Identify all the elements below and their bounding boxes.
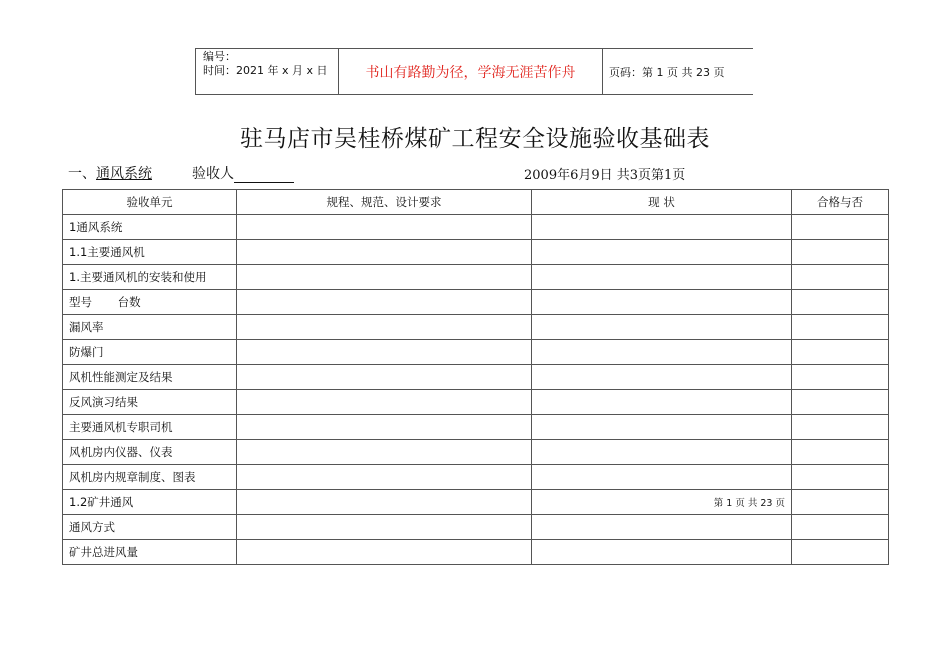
header-meta xyxy=(196,49,339,94)
unit-cell: 漏风率 xyxy=(63,315,237,340)
header-status: 现 状 xyxy=(532,190,792,215)
section-prefix: 一、 xyxy=(68,166,96,182)
requirement-cell[interactable] xyxy=(237,215,532,240)
requirement-cell[interactable] xyxy=(237,415,532,440)
table-row xyxy=(63,440,889,465)
status-cell[interactable] xyxy=(532,365,792,390)
pass-cell[interactable] xyxy=(792,515,889,540)
number-label: 编号： xyxy=(203,50,236,63)
pass-cell[interactable] xyxy=(792,490,889,515)
requirement-cell[interactable] xyxy=(237,490,532,515)
page-title: 驻马店市吴桂桥煤矿工程安全设施验收基础表 xyxy=(240,126,710,152)
motto: 书山有路勤为径，学海无涯苦作舟 xyxy=(339,49,603,94)
status-cell[interactable] xyxy=(532,415,792,440)
table-header-row xyxy=(63,190,889,215)
section-line xyxy=(68,163,888,183)
pass-cell[interactable] xyxy=(792,365,889,390)
pass-cell[interactable] xyxy=(792,390,889,415)
requirement-cell[interactable] xyxy=(237,365,532,390)
header-pass: 合格与否 xyxy=(792,190,889,215)
requirement-cell[interactable] xyxy=(237,340,532,365)
unit-cell: 1通风系统 xyxy=(63,215,237,240)
status-cell[interactable] xyxy=(532,290,792,315)
pass-cell[interactable] xyxy=(792,440,889,465)
status-cell[interactable] xyxy=(532,390,792,415)
requirement-cell[interactable] xyxy=(237,240,532,265)
status-cell[interactable] xyxy=(532,540,792,565)
header-requirements: 规程、规范、设计要求 xyxy=(237,190,532,215)
date-info: 2009年6月9日 共3页第1页 xyxy=(524,168,686,183)
status-cell[interactable] xyxy=(532,265,792,290)
table-row xyxy=(63,315,889,340)
requirement-cell[interactable] xyxy=(237,265,532,290)
acceptance-table xyxy=(62,189,889,565)
time-label: 时间：2021 年 x 月 x 日 xyxy=(203,64,328,77)
inspector-field xyxy=(192,163,294,183)
table-row xyxy=(63,265,889,290)
header-box xyxy=(195,48,753,95)
unit-cell: 风机房内规章制度、图表 xyxy=(63,465,237,490)
requirement-cell[interactable] xyxy=(237,315,532,340)
table-row xyxy=(63,515,889,540)
table-row xyxy=(63,390,889,415)
status-cell[interactable] xyxy=(532,440,792,465)
pass-cell[interactable] xyxy=(792,215,889,240)
inspector-label: 验收人 xyxy=(192,166,234,182)
unit-cell: 风机性能测定及结果 xyxy=(63,365,237,390)
table-row xyxy=(63,415,889,440)
page-code: 页码：第 1 页 共 23 页 xyxy=(609,65,725,79)
unit-cell: 主要通风机专职司机 xyxy=(63,415,237,440)
pass-cell[interactable] xyxy=(792,265,889,290)
table-row xyxy=(63,540,889,565)
header-unit: 验收单元 xyxy=(63,190,237,215)
table-row xyxy=(63,240,889,265)
unit-cell: 1.主要通风机的安装和使用 xyxy=(63,265,237,290)
pass-cell[interactable] xyxy=(792,315,889,340)
table-row xyxy=(63,490,889,515)
unit-cell: 1.1主要通风机 xyxy=(63,240,237,265)
status-cell[interactable] xyxy=(532,315,792,340)
table-row xyxy=(63,365,889,390)
unit-cell: 反风演习结果 xyxy=(63,390,237,415)
requirement-cell[interactable] xyxy=(237,390,532,415)
requirement-cell[interactable] xyxy=(237,440,532,465)
unit-cell: 1.2矿井通风 xyxy=(63,490,237,515)
table-row xyxy=(63,290,889,315)
pass-cell[interactable] xyxy=(792,415,889,440)
unit-cell: 矿井总进风量 xyxy=(63,540,237,565)
status-cell[interactable] xyxy=(532,240,792,265)
status-cell[interactable] xyxy=(532,215,792,240)
status-cell[interactable] xyxy=(532,465,792,490)
page-note: 第 1 页 共 23 页 xyxy=(532,490,792,515)
inspector-blank[interactable] xyxy=(234,168,294,183)
pass-cell[interactable] xyxy=(792,540,889,565)
requirement-cell[interactable] xyxy=(237,540,532,565)
unit-cell: 风机房内仪器、仪表 xyxy=(63,440,237,465)
section-name: 通风系统 xyxy=(96,166,152,182)
unit-cell: 通风方式 xyxy=(63,515,237,540)
requirement-cell[interactable] xyxy=(237,465,532,490)
table-row xyxy=(63,465,889,490)
pass-cell[interactable] xyxy=(792,240,889,265)
requirement-cell[interactable] xyxy=(237,515,532,540)
pass-cell[interactable] xyxy=(792,465,889,490)
status-cell[interactable] xyxy=(532,515,792,540)
pass-cell[interactable] xyxy=(792,290,889,315)
table-row xyxy=(63,215,889,240)
requirement-cell[interactable] xyxy=(237,290,532,315)
table-row xyxy=(63,340,889,365)
section-title xyxy=(68,163,152,183)
pass-cell[interactable] xyxy=(792,340,889,365)
status-cell[interactable] xyxy=(532,340,792,365)
unit-cell: 防爆门 xyxy=(63,340,237,365)
unit-cell: 型号 台数 xyxy=(63,290,237,315)
